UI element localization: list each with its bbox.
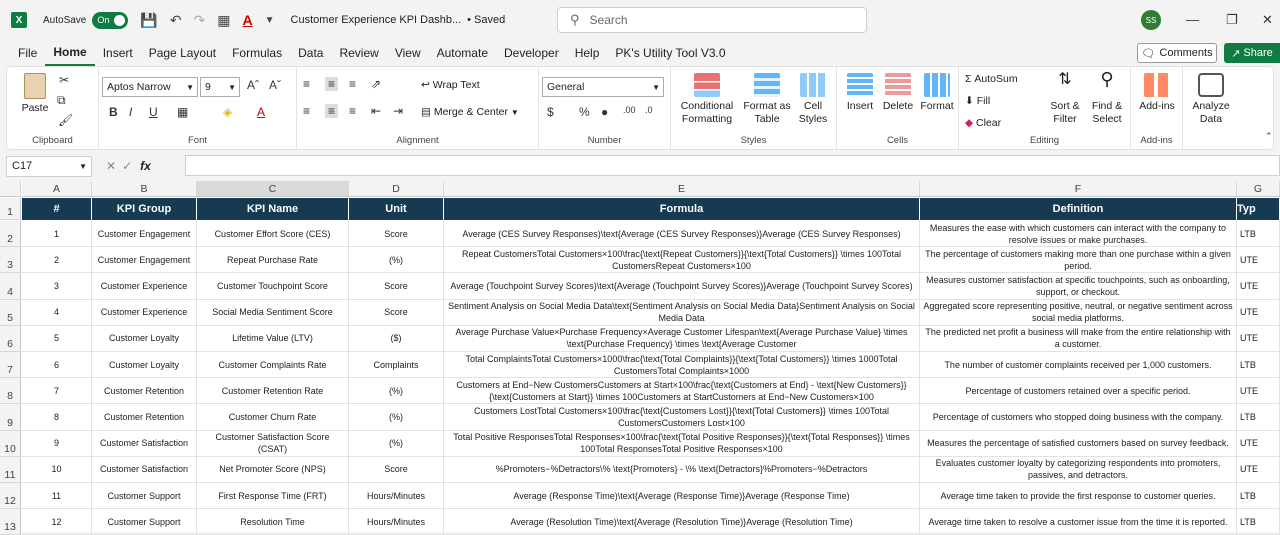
format-painter-icon[interactable]: 🖌 (58, 113, 74, 127)
cell-styles-button[interactable] (795, 73, 831, 126)
menu-bar (0, 40, 1280, 66)
clear-button[interactable] (965, 117, 1001, 130)
menu-data[interactable]: Data (298, 46, 324, 60)
cells-group (837, 67, 959, 149)
cell-formula[interactable]: Average (CES Survey Responses)\text{Average (CES Survey Responses)}Average (CES Survey Responses) (444, 221, 920, 247)
number-label: Number (587, 135, 622, 146)
cell-name[interactable]: Customer Touchpoint Score (197, 273, 349, 299)
cell-def[interactable]: Measures the ease with which customers can interact with the company to resolve issues or make purchases. (920, 221, 1237, 247)
comments-icon: 🗨 (1141, 47, 1156, 60)
menu-view[interactable]: View (394, 46, 421, 60)
cell-group[interactable]: Customer Experience (92, 300, 197, 326)
chevron-down-icon: ▼ (510, 108, 519, 117)
cell-name[interactable]: Lifetime Value (LTV) (197, 326, 349, 352)
header-group: KPI Group (92, 198, 197, 220)
cancel-confirm-icons[interactable]: ✕✓ (106, 159, 139, 173)
percent-icon[interactable]: % (579, 105, 590, 119)
font-color-icon[interactable]: A (257, 105, 266, 119)
spreadsheet-grid (0, 181, 1280, 532)
analyze-label-1: Analyze (1192, 100, 1230, 112)
share-icon: ↗ (1231, 47, 1241, 60)
decrease-font-icon[interactable]: Aˇ (269, 78, 281, 92)
cell-name[interactable]: Customer Retention Rate (197, 378, 349, 404)
merge-center-label: Merge & Center (433, 106, 508, 118)
cell-n[interactable]: 4 (22, 300, 92, 326)
autosum-label: AutoSum (974, 73, 1018, 85)
cell-group[interactable]: Customer Support (92, 483, 197, 509)
wrap-text-icon: ↩ (421, 79, 430, 91)
sort-label-1: Sort & (1050, 100, 1080, 112)
cell-def[interactable]: The percentage of customers making more than one purchase within a given period. (920, 247, 1237, 273)
chevron-down-icon: ▼ (228, 82, 236, 92)
cell-group[interactable]: Customer Satisfaction (92, 431, 197, 457)
collapse-ribbon-icon[interactable]: ⌃ (1265, 131, 1273, 141)
editing-label: Editing (1029, 135, 1060, 146)
row-header[interactable]: 4 (0, 273, 21, 299)
cell-formula[interactable]: Sentiment Analysis on Social Media Data\text{Sentiment Analysis on Social Media Data}Sentiment Analysis on Social Media Data (444, 300, 920, 326)
share-label: Share (1243, 47, 1273, 59)
row-header[interactable]: 13 (0, 509, 21, 535)
menu-insert[interactable]: Insert (102, 46, 133, 60)
cell-name[interactable]: Repeat Purchase Rate (197, 247, 349, 273)
analyze-group (1183, 67, 1239, 149)
clipboard-label: Clipboard (32, 135, 73, 146)
cell-name[interactable]: Customer Churn Rate (197, 404, 349, 430)
format-button[interactable] (919, 73, 955, 113)
cell-group[interactable]: Customer Satisfaction (92, 457, 197, 483)
bold-icon[interactable]: B (109, 105, 118, 119)
styles-group (671, 67, 837, 149)
insert-button[interactable] (843, 73, 877, 113)
column-header-a[interactable]: A (22, 181, 92, 197)
paste-button[interactable] (19, 73, 51, 115)
cell-formula[interactable]: Average (Response Time)\text{Average (Response Time)}Average (Response Time) (444, 483, 920, 509)
copy-icon[interactable]: ⧉ (57, 93, 66, 107)
cell-n[interactable]: 3 (22, 273, 92, 299)
decrease-indent-icon[interactable]: ⇤ (371, 104, 382, 118)
cell-n[interactable]: 2 (22, 247, 92, 273)
menu-page-layout[interactable]: Page Layout (148, 46, 217, 60)
cell-typ[interactable]: UTE (1237, 326, 1280, 352)
column-header-g[interactable]: G (1237, 181, 1280, 197)
menu-review[interactable]: Review (339, 46, 379, 60)
cond-label-2: Formatting (681, 113, 733, 125)
cell-formula[interactable]: Repeat CustomersTotal Customers×100\frac{\text{Repeat Customers}}{\text{Total Customers}} \times 100Total CustomersRepeat Customers×100 (444, 247, 920, 273)
cell-typ[interactable]: UTE (1237, 431, 1280, 457)
cell-unit[interactable]: Hours/Minutes (349, 509, 444, 535)
redo-icon[interactable]: ↷ (193, 11, 206, 28)
cell-unit[interactable]: (%) (349, 378, 444, 404)
cell-formula[interactable]: Average (Resolution Time)\text{Average (Resolution Time)}Average (Resolution Time) (444, 509, 920, 535)
formula-bar (0, 154, 1280, 178)
wrap-text-label: Wrap Text (432, 79, 480, 91)
share-button[interactable] (1224, 43, 1280, 63)
cell-typ[interactable]: UTE (1237, 247, 1280, 273)
save-icon[interactable]: 💾 (140, 11, 158, 28)
cell-formula[interactable]: Total Positive ResponsesTotal Responses×100\frac{\text{Total Positive Responses}}{\text{Total Responses}} \times 100Total ResponsesTotal Positive Responses×100 (444, 431, 920, 457)
magnifier-icon: ⚲ (1100, 69, 1114, 89)
header-unit: Unit (349, 198, 444, 220)
merge-icon: ▤ (421, 106, 431, 118)
delete-button[interactable] (881, 73, 915, 113)
format-as-table-icon (754, 73, 780, 97)
find-select-button[interactable] (1087, 69, 1127, 126)
alignment-label: Alignment (396, 135, 439, 146)
menu-utility-tool[interactable]: PK's Utility Tool V3.0 (615, 46, 726, 60)
cell-unit[interactable]: ($) (349, 326, 444, 352)
cell-def[interactable]: Evaluates customer loyalty by categorizing respondents into promoters, passives, and detractors. (920, 457, 1237, 483)
sigma-icon: Σ (965, 73, 972, 85)
cell-typ[interactable]: LTB (1237, 483, 1280, 509)
column-header-e[interactable]: E (444, 181, 920, 197)
format-as-table-button[interactable] (741, 73, 793, 126)
cell-def[interactable]: Measures the percentage of satisfied customers based on survey feedback. (920, 431, 1237, 457)
font-name-select[interactable] (102, 77, 198, 97)
delete-cells-icon (885, 73, 911, 97)
cell-typ[interactable]: UTE (1237, 457, 1280, 483)
cell-name[interactable]: Customer Satisfaction Score (CSAT) (197, 431, 349, 457)
number-format-value: General (547, 81, 585, 93)
align-left-icon[interactable]: ≡ (303, 104, 311, 118)
cell-unit[interactable]: Score (349, 273, 444, 299)
analyze-data-button[interactable] (1187, 73, 1235, 126)
insert-label: Insert (846, 100, 874, 112)
undo-icon[interactable]: ↶ (169, 11, 182, 28)
chevron-down-icon: ▼ (652, 82, 660, 92)
cell-name[interactable]: Customer Effort Score (CES) (197, 221, 349, 247)
cell-def[interactable]: Aggregated score representing positive, neutral, or negative sentiment across social media platforms. (920, 300, 1237, 326)
underline-icon[interactable]: U (149, 105, 158, 119)
fill-label: Fill (976, 95, 991, 107)
merge-center-button[interactable] (421, 106, 519, 119)
cell-n[interactable]: 7 (22, 378, 92, 404)
cell-group[interactable]: Customer Engagement (92, 221, 197, 247)
font-name-value: Aptos Narrow (107, 81, 171, 93)
number-group (539, 67, 671, 149)
cell-group[interactable]: Customer Support (92, 509, 197, 535)
insert-cells-icon (847, 73, 873, 97)
search-icon: ⚲ (570, 12, 580, 27)
align-center-icon[interactable]: ≡ (325, 104, 338, 118)
row-header[interactable]: 9 (0, 404, 21, 430)
cell-unit[interactable]: (%) (349, 247, 444, 273)
row-header[interactable]: 5 (0, 300, 21, 326)
chevron-down-icon: ▼ (79, 161, 87, 171)
increase-decimal-icon[interactable]: .00 (623, 105, 636, 115)
header-def: Definition (920, 198, 1237, 220)
close-icon[interactable]: ✕ (1262, 12, 1273, 27)
sort-filter-button[interactable] (1047, 73, 1083, 126)
column-header-b[interactable]: B (92, 181, 197, 197)
menu-developer[interactable]: Developer (504, 46, 559, 60)
number-format-select[interactable] (542, 77, 664, 97)
cell-typ[interactable]: LTB (1237, 221, 1280, 247)
cell-styles-label-2: Styles (798, 113, 828, 125)
addins-group (1131, 67, 1183, 149)
conditional-formatting-icon (694, 73, 720, 97)
cell-typ[interactable]: UTE (1237, 378, 1280, 404)
cell-def[interactable]: Percentage of customers who stopped doing business with the company. (920, 404, 1237, 430)
function-icon[interactable]: fx (140, 159, 151, 173)
cell-n[interactable]: 11 (22, 483, 92, 509)
clear-label: Clear (976, 117, 1002, 129)
editing-group (959, 67, 1131, 149)
row-header[interactable]: 2 (0, 221, 21, 247)
sort-filter-icon: ⇅ (1058, 71, 1072, 88)
chevron-down-icon: ▼ (186, 82, 194, 92)
cell-unit[interactable]: Score (349, 457, 444, 483)
comments-label: Comments (1159, 47, 1213, 59)
font-color-icon[interactable]: A (242, 12, 253, 28)
saved-status[interactable]: • Saved (467, 14, 506, 26)
font-group (99, 67, 297, 149)
cell-formula[interactable]: %Promoters−%Detractors\% \text{Promoters} - \% \text{Detractors}%Promoters−%Detractors (444, 457, 920, 483)
excel-logo-icon: X (11, 12, 27, 28)
cell-n[interactable]: 5 (22, 326, 92, 352)
sort-label-2: Filter (1053, 113, 1077, 125)
cell-n[interactable]: 12 (22, 509, 92, 535)
addins-group-label: Add-ins (1140, 135, 1173, 146)
row-header[interactable]: 3 (0, 247, 21, 273)
align-right-icon[interactable]: ≡ (349, 104, 357, 118)
cell-name[interactable]: Social Media Sentiment Score (197, 300, 349, 326)
cell-typ[interactable]: UTE (1237, 273, 1280, 299)
cell-n[interactable]: 1 (22, 221, 92, 247)
customize-toolbar-icon[interactable]: ▼ (264, 14, 275, 26)
search-placeholder: Search (589, 13, 628, 27)
cell-group[interactable]: Customer Retention (92, 404, 197, 430)
row-header[interactable]: 7 (0, 352, 21, 378)
cell-group[interactable]: Customer Retention (92, 378, 197, 404)
addins-label: Add-ins (1139, 100, 1175, 112)
row-header[interactable]: 6 (0, 326, 21, 352)
cell-styles-icon (800, 73, 826, 97)
cell-def[interactable]: Measures customer satisfaction at specific touchpoints, such as onboarding, support, or checkout. (920, 273, 1237, 299)
cell-n[interactable]: 8 (22, 404, 92, 430)
addins-button[interactable] (1135, 73, 1179, 113)
cell-name[interactable]: Customer Complaints Rate (197, 352, 349, 378)
cell-formula[interactable]: Average (Touchpoint Survey Scores)\text{Average (Touchpoint Survey Scores)}Average (Touchpoint Survey Scores) (444, 273, 920, 299)
cell-n[interactable]: 6 (22, 352, 92, 378)
cell-group[interactable]: Customer Loyalty (92, 326, 197, 352)
paste-label: Paste (21, 102, 49, 114)
header-n: # (22, 198, 92, 220)
wrap-text-button[interactable] (421, 79, 480, 92)
analyze-label-2: Data (1199, 113, 1223, 125)
align-middle-icon[interactable]: ≡ (325, 77, 338, 91)
autosave-toggle[interactable] (92, 12, 128, 29)
cell-def[interactable]: Percentage of customers retained over a specific period. (920, 378, 1237, 404)
format-cells-icon (924, 73, 950, 97)
fill-button[interactable] (965, 95, 990, 108)
comma-icon[interactable]: ● (601, 105, 609, 119)
increase-font-icon[interactable]: Aˆ (247, 78, 259, 92)
cell-formula[interactable]: Customers LostTotal Customers×100\frac{\text{Customers Lost}}{\text{Total Customers}} \times 100Total CustomersCustomers Lost×100 (444, 404, 920, 430)
menu-file[interactable]: File (18, 46, 38, 60)
cell-typ[interactable]: LTB (1237, 404, 1280, 430)
cell-def[interactable]: Average time taken to provide the first response to customer queries. (920, 483, 1237, 509)
borders-icon[interactable]: ▦ (217, 11, 231, 28)
find-label-1: Find & (1091, 100, 1123, 112)
increase-indent-icon[interactable]: ⇥ (393, 104, 404, 118)
cell-unit[interactable]: Score (349, 300, 444, 326)
cells-label: Cells (886, 135, 909, 146)
fill-icon: ⬇ (965, 95, 974, 107)
restore-icon[interactable]: ❐ (1226, 12, 1238, 27)
menu-help[interactable]: Help (574, 46, 600, 60)
cell-group[interactable]: Customer Experience (92, 273, 197, 299)
conditional-formatting-button[interactable] (679, 73, 735, 126)
column-header-c[interactable]: C (197, 181, 349, 197)
autosum-button[interactable] (965, 73, 1018, 86)
header-name: KPI Name (197, 198, 349, 220)
table-label-1: Format as (743, 100, 791, 112)
name-box-value: C17 (12, 160, 33, 172)
menu-home[interactable]: Home (45, 40, 94, 66)
cond-label-1: Conditional (680, 100, 734, 112)
document-title[interactable]: Customer Experience KPI Dashb... (290, 14, 462, 26)
row-header[interactable]: 11 (0, 457, 21, 483)
addins-icon (1144, 73, 1170, 97)
fill-color-icon[interactable]: ◈ (223, 105, 233, 119)
format-label: Format (920, 100, 954, 112)
cell-formula[interactable]: Total ComplaintsTotal Customers×1000\frac{\text{Total Complaints}}{\text{Total Customers}} \times 1000Total CustomersTotal Complaints×1000 (444, 352, 920, 378)
row-header[interactable]: 12 (0, 483, 21, 509)
orientation-icon[interactable]: ⇗ (371, 77, 382, 91)
autosave-state: On (97, 15, 110, 25)
font-size-select[interactable] (200, 77, 240, 97)
row-header[interactable]: 10 (0, 431, 21, 457)
alignment-group (297, 67, 539, 149)
cell-typ[interactable]: UTE (1237, 300, 1280, 326)
cell-formula[interactable]: Customers at End−New CustomersCustomers at Start×100\frac{\text{Customers at End} - \text{New Customers}}{\text{Customers at Start}} \times 100Customers at StartCustomers at End−New Customers×100 (444, 378, 920, 404)
comments-button[interactable] (1137, 43, 1217, 63)
cell-unit[interactable]: Score (349, 221, 444, 247)
currency-icon[interactable]: $ (547, 105, 554, 119)
cell-name[interactable]: First Response Time (FRT) (197, 483, 349, 509)
cell-n[interactable]: 9 (22, 431, 92, 457)
ribbon (6, 66, 1274, 150)
cell-unit[interactable]: (%) (349, 431, 444, 457)
align-bottom-icon[interactable]: ≡ (349, 77, 357, 91)
cell-def[interactable]: The number of customer complaints received per 1,000 customers. (920, 352, 1237, 378)
cell-formula[interactable]: Average Purchase Value×Purchase Frequency×Average Customer Lifespan\text{Average Purchase Value} \times \text{Purchase Frequency} \times \text{Average Customer (444, 326, 920, 352)
formula-input[interactable] (185, 155, 1280, 176)
cell-def[interactable]: The predicted net profit a business will make from the entire relationship with a customer. (920, 326, 1237, 352)
paste-icon (24, 73, 46, 99)
cut-icon[interactable]: ✂ (59, 73, 70, 87)
menu-formulas[interactable]: Formulas (232, 46, 283, 60)
cell-group[interactable]: Customer Engagement (92, 247, 197, 273)
align-top-icon[interactable]: ≡ (303, 77, 311, 91)
decrease-decimal-icon[interactable]: .0 (645, 105, 653, 115)
cell-def[interactable]: Average time taken to resolve a customer issue from the time it is reported. (920, 509, 1237, 535)
cell-styles-label-1: Cell (803, 100, 823, 112)
avatar[interactable]: SS (1141, 10, 1161, 30)
analyze-data-icon (1198, 73, 1224, 97)
cell-n[interactable]: 10 (22, 457, 92, 483)
header-typ: Typ (1237, 198, 1280, 220)
row-header[interactable]: 8 (0, 378, 21, 404)
header-formula: Formula (444, 198, 920, 220)
cell-typ[interactable]: LTB (1237, 352, 1280, 378)
cell-group[interactable]: Customer Loyalty (92, 352, 197, 378)
find-label-2: Select (1092, 113, 1122, 125)
name-box[interactable] (6, 156, 92, 177)
select-all-corner[interactable] (0, 181, 21, 197)
eraser-icon: ◆ (965, 117, 974, 129)
table-label-2: Table (754, 113, 780, 125)
clipboard-group (7, 67, 99, 149)
cell-name[interactable]: Net Promoter Score (NPS) (197, 457, 349, 483)
borders-icon[interactable]: ▦ (177, 105, 189, 119)
font-label: Font (187, 135, 207, 146)
styles-label: Styles (740, 135, 767, 146)
minimize-icon[interactable]: — (1186, 12, 1199, 27)
cell-unit[interactable]: Complaints (349, 352, 444, 378)
cell-unit[interactable]: Hours/Minutes (349, 483, 444, 509)
autosave-label: AutoSave (43, 14, 87, 26)
cell-unit[interactable]: (%) (349, 404, 444, 430)
cell-name[interactable]: Resolution Time (197, 509, 349, 535)
delete-label: Delete (882, 100, 914, 112)
search-box[interactable] (557, 7, 867, 33)
cell-typ[interactable]: LTB (1237, 509, 1280, 535)
row-header[interactable]: 1 (0, 198, 21, 220)
column-header-d[interactable]: D (349, 181, 444, 197)
column-header-f[interactable]: F (920, 181, 1237, 197)
menu-automate[interactable]: Automate (436, 46, 488, 60)
italic-icon[interactable]: I (129, 105, 133, 119)
font-size-value: 9 (205, 81, 211, 93)
